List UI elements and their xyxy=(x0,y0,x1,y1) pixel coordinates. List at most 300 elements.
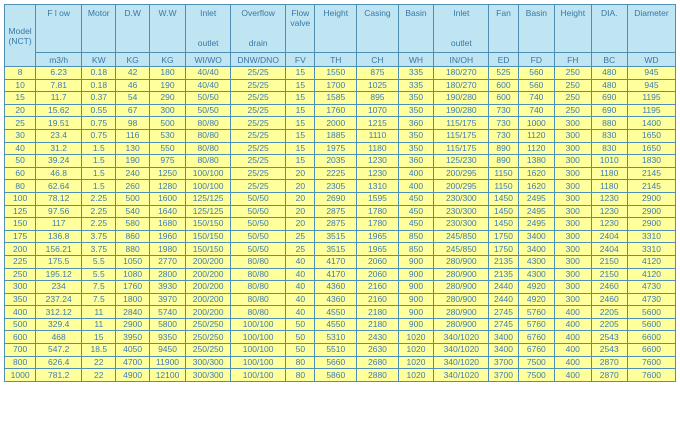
cell-dry-weight: 240 xyxy=(116,167,149,180)
cell-wet-weight: 1980 xyxy=(149,243,185,256)
cell-height: 5860 xyxy=(315,369,357,382)
cell-basin: 350 xyxy=(398,129,433,142)
cell-diameter: 1650 xyxy=(627,142,675,155)
cell-model: 30 xyxy=(5,129,36,142)
cell-flow: 62.64 xyxy=(36,180,82,193)
cell-overflow-drain: 100/100 xyxy=(231,356,286,369)
cell-fan: 3400 xyxy=(489,331,518,344)
cell-dia: 690 xyxy=(591,104,627,117)
cell-motor: 18.5 xyxy=(82,344,116,357)
cell-model: 250 xyxy=(5,268,36,281)
cell-overflow-drain: 25/25 xyxy=(231,67,286,80)
cell-wet-weight: 975 xyxy=(149,155,185,168)
cell-basin-2: 1120 xyxy=(518,142,554,155)
cell-inlet-outlet: 40/40 xyxy=(186,79,231,92)
cell-flow: 468 xyxy=(36,331,82,344)
cell-basin: 335 xyxy=(398,79,433,92)
cell-model: 80 xyxy=(5,180,36,193)
cell-fan: 1450 xyxy=(489,192,518,205)
cell-model: 400 xyxy=(5,306,36,319)
header-basin: Basin xyxy=(398,5,433,53)
cell-dia: 1180 xyxy=(591,180,627,193)
cell-model: 100 xyxy=(5,192,36,205)
cell-model: 500 xyxy=(5,318,36,331)
cell-motor: 11 xyxy=(82,318,116,331)
cell-flow-valve: 40 xyxy=(286,268,315,281)
cell-inlet-outlet: 200/200 xyxy=(186,306,231,319)
cell-overflow-drain: 50/50 xyxy=(231,205,286,218)
cell-diameter: 2145 xyxy=(627,180,675,193)
table-row xyxy=(5,268,676,281)
cell-motor: 1.5 xyxy=(82,155,116,168)
cell-inlet-outlet: 250/250 xyxy=(186,331,231,344)
cell-motor: 0.37 xyxy=(82,92,116,105)
table-row xyxy=(5,142,676,155)
cell-flow: 175.5 xyxy=(36,255,82,268)
cell-height: 5660 xyxy=(315,356,357,369)
cell-diameter: 2900 xyxy=(627,205,675,218)
unit-motor: KW xyxy=(82,53,116,67)
cell-flow-valve: 80 xyxy=(286,369,315,382)
cell-inlet-outlet: 80/80 xyxy=(186,117,231,130)
cell-dia: 2543 xyxy=(591,344,627,357)
cell-diameter: 4120 xyxy=(627,268,675,281)
cell-height-2: 300 xyxy=(555,293,591,306)
cell-casing: 895 xyxy=(357,92,399,105)
cell-basin: 450 xyxy=(398,192,433,205)
cell-dry-weight: 1760 xyxy=(116,281,149,294)
cell-basin: 360 xyxy=(398,155,433,168)
cell-flow: 97.56 xyxy=(36,205,82,218)
cell-flow-valve: 40 xyxy=(286,306,315,319)
cell-wet-weight: 3930 xyxy=(149,281,185,294)
cell-overflow-drain: 25/25 xyxy=(231,117,286,130)
cell-diameter: 1830 xyxy=(627,155,675,168)
cell-fan: 1450 xyxy=(489,218,518,231)
cell-inlet-outlet-2: 115/175 xyxy=(434,117,489,130)
table-row xyxy=(5,205,676,218)
cell-height-2: 300 xyxy=(555,281,591,294)
cell-casing: 2880 xyxy=(357,369,399,382)
cell-overflow-drain: 80/80 xyxy=(231,281,286,294)
unit-dia: BC xyxy=(591,53,627,67)
cell-dry-weight: 116 xyxy=(116,129,149,142)
cell-fan: 3700 xyxy=(489,369,518,382)
cell-overflow-drain: 100/100 xyxy=(231,344,286,357)
cell-wet-weight: 290 xyxy=(149,92,185,105)
cell-inlet-outlet: 100/100 xyxy=(186,180,231,193)
cell-inlet-outlet: 150/150 xyxy=(186,218,231,231)
cell-motor: 0.55 xyxy=(82,104,116,117)
cell-flow: 31.2 xyxy=(36,142,82,155)
table-row xyxy=(5,129,676,142)
cell-motor: 1.5 xyxy=(82,180,116,193)
header-drain-label: drain xyxy=(248,38,268,48)
unit-basin-2: FD xyxy=(518,53,554,67)
cell-motor: 5.5 xyxy=(82,255,116,268)
cell-fan: 3400 xyxy=(489,344,518,357)
cell-height: 4360 xyxy=(315,293,357,306)
cell-overflow-drain: 25/25 xyxy=(231,180,286,193)
cell-wet-weight: 1600 xyxy=(149,192,185,205)
cell-casing: 1025 xyxy=(357,79,399,92)
cell-dia: 1180 xyxy=(591,167,627,180)
cell-overflow-drain: 25/25 xyxy=(231,142,286,155)
cell-motor: 1.5 xyxy=(82,142,116,155)
cell-casing: 2160 xyxy=(357,293,399,306)
cell-height: 5510 xyxy=(315,344,357,357)
cell-height: 1760 xyxy=(315,104,357,117)
cell-motor: 7.5 xyxy=(82,281,116,294)
cell-fan: 525 xyxy=(489,67,518,80)
cell-fan: 890 xyxy=(489,142,518,155)
unit-overflow-drain: DNW/DNO xyxy=(231,53,286,67)
cell-overflow-drain: 50/50 xyxy=(231,192,286,205)
cell-model: 25 xyxy=(5,117,36,130)
cell-flow: 46.8 xyxy=(36,167,82,180)
cell-inlet-outlet-2: 280/900 xyxy=(434,318,489,331)
cell-casing: 1110 xyxy=(357,129,399,142)
cell-inlet-outlet: 125/125 xyxy=(186,205,231,218)
cell-flow: 626.4 xyxy=(36,356,82,369)
cell-model: 150 xyxy=(5,218,36,231)
cell-basin: 400 xyxy=(398,167,433,180)
cell-fan: 2745 xyxy=(489,306,518,319)
table-row xyxy=(5,243,676,256)
cell-dry-weight: 130 xyxy=(116,142,149,155)
header-overflow-label: Overflow xyxy=(241,8,275,18)
cell-inlet-outlet: 250/250 xyxy=(186,318,231,331)
cell-diameter: 4730 xyxy=(627,293,675,306)
cell-flow-valve: 25 xyxy=(286,230,315,243)
cell-flow: 7.81 xyxy=(36,79,82,92)
cell-basin-2: 3400 xyxy=(518,230,554,243)
cell-height: 1885 xyxy=(315,129,357,142)
cell-motor: 22 xyxy=(82,369,116,382)
cell-model: 60 xyxy=(5,167,36,180)
table-body xyxy=(5,67,676,382)
header-outlet-2-label: outlet xyxy=(450,38,472,48)
cell-flow: 234 xyxy=(36,281,82,294)
cell-wet-weight: 5740 xyxy=(149,306,185,319)
cell-dry-weight: 46 xyxy=(116,79,149,92)
cell-basin: 400 xyxy=(398,180,433,193)
cell-wet-weight: 1680 xyxy=(149,218,185,231)
cell-fan: 600 xyxy=(489,92,518,105)
cell-height: 4550 xyxy=(315,306,357,319)
cell-overflow-drain: 100/100 xyxy=(231,331,286,344)
cell-flow: 23.4 xyxy=(36,129,82,142)
cell-height: 4360 xyxy=(315,281,357,294)
cell-diameter: 1400 xyxy=(627,117,675,130)
cell-fan: 2440 xyxy=(489,281,518,294)
cell-height: 2875 xyxy=(315,205,357,218)
table-row xyxy=(5,92,676,105)
cell-diameter: 5600 xyxy=(627,306,675,319)
cell-casing: 1215 xyxy=(357,117,399,130)
cell-flow: 78.12 xyxy=(36,192,82,205)
cell-dia: 2205 xyxy=(591,318,627,331)
cell-height: 1975 xyxy=(315,142,357,155)
cell-flow-valve: 20 xyxy=(286,180,315,193)
cell-casing: 2680 xyxy=(357,356,399,369)
cell-wet-weight: 530 xyxy=(149,129,185,142)
cell-basin-2: 4920 xyxy=(518,293,554,306)
cell-dia: 1230 xyxy=(591,218,627,231)
cell-height: 4170 xyxy=(315,268,357,281)
cell-flow-valve: 15 xyxy=(286,92,315,105)
cell-height-2: 300 xyxy=(555,117,591,130)
header-diameter: Diameter xyxy=(627,5,675,53)
cell-diameter: 2900 xyxy=(627,192,675,205)
cell-dry-weight: 2840 xyxy=(116,306,149,319)
header-casing: Casing xyxy=(357,5,399,53)
cell-inlet-outlet: 50/50 xyxy=(186,92,231,105)
cell-diameter: 2900 xyxy=(627,218,675,231)
specification-table-wrapper xyxy=(4,4,676,382)
cell-model: 1000 xyxy=(5,369,36,382)
cell-dry-weight: 880 xyxy=(116,243,149,256)
cell-casing: 1310 xyxy=(357,180,399,193)
unit-height: TH xyxy=(315,53,357,67)
cell-dry-weight: 4900 xyxy=(116,369,149,382)
header-height-2: Height xyxy=(555,5,591,53)
cell-height-2: 300 xyxy=(555,218,591,231)
cell-basin-2: 2495 xyxy=(518,205,554,218)
cell-dia: 880 xyxy=(591,117,627,130)
cell-overflow-drain: 50/50 xyxy=(231,243,286,256)
cell-diameter: 7600 xyxy=(627,356,675,369)
cell-flow: 781.2 xyxy=(36,369,82,382)
cell-dry-weight: 1080 xyxy=(116,268,149,281)
header-overflow-drain xyxy=(231,5,286,53)
cell-wet-weight: 550 xyxy=(149,142,185,155)
cell-model: 225 xyxy=(5,255,36,268)
cell-flow-valve: 15 xyxy=(286,142,315,155)
header-inlet-2-label: Inlet xyxy=(453,8,470,18)
cell-motor: 11 xyxy=(82,306,116,319)
header-dry-weight: D.W xyxy=(116,5,149,53)
cell-fan: 890 xyxy=(489,155,518,168)
cell-model: 175 xyxy=(5,230,36,243)
cell-diameter: 3310 xyxy=(627,230,675,243)
cell-basin-2: 7500 xyxy=(518,356,554,369)
cell-motor: 0.18 xyxy=(82,79,116,92)
cell-basin: 360 xyxy=(398,117,433,130)
cell-diameter: 6600 xyxy=(627,331,675,344)
cell-overflow-drain: 50/50 xyxy=(231,218,286,231)
cell-casing: 1780 xyxy=(357,205,399,218)
cell-inlet-outlet-2: 280/900 xyxy=(434,306,489,319)
cell-flow: 312.12 xyxy=(36,306,82,319)
cell-dry-weight: 1800 xyxy=(116,293,149,306)
cell-basin: 1020 xyxy=(398,331,433,344)
table-row xyxy=(5,369,676,382)
cell-inlet-outlet-2: 245/850 xyxy=(434,243,489,256)
cell-motor: 0.75 xyxy=(82,129,116,142)
cell-height: 2000 xyxy=(315,117,357,130)
cell-basin: 350 xyxy=(398,142,433,155)
cell-diameter: 1650 xyxy=(627,129,675,142)
cell-inlet-outlet: 150/150 xyxy=(186,243,231,256)
cell-height: 2690 xyxy=(315,192,357,205)
cell-model: 125 xyxy=(5,205,36,218)
cell-dia: 2460 xyxy=(591,293,627,306)
cell-wet-weight: 180 xyxy=(149,67,185,80)
cell-wet-weight: 190 xyxy=(149,79,185,92)
cell-wet-weight: 9350 xyxy=(149,331,185,344)
cell-motor: 22 xyxy=(82,356,116,369)
cell-inlet-outlet-2: 190/280 xyxy=(434,92,489,105)
cell-flow-valve: 40 xyxy=(286,255,315,268)
cell-wet-weight: 500 xyxy=(149,117,185,130)
cell-height-2: 300 xyxy=(555,230,591,243)
unit-flow: m3/h xyxy=(36,53,82,67)
cell-flow: 237.24 xyxy=(36,293,82,306)
cell-basin-2: 4300 xyxy=(518,268,554,281)
header-wet-weight: W.W xyxy=(149,5,185,53)
header-motor: Motor xyxy=(82,5,116,53)
cell-inlet-outlet: 80/80 xyxy=(186,142,231,155)
cell-overflow-drain: 50/50 xyxy=(231,230,286,243)
table-row xyxy=(5,167,676,180)
cell-model: 700 xyxy=(5,344,36,357)
cell-dia: 1230 xyxy=(591,192,627,205)
cell-inlet-outlet-2: 125/230 xyxy=(434,155,489,168)
cell-casing: 1595 xyxy=(357,192,399,205)
unit-basin: WH xyxy=(398,53,433,67)
header-height: Height xyxy=(315,5,357,53)
cell-height-2: 400 xyxy=(555,369,591,382)
cell-fan: 730 xyxy=(489,104,518,117)
cell-basin-2: 1620 xyxy=(518,167,554,180)
specification-table xyxy=(4,4,676,382)
cell-height-2: 300 xyxy=(555,255,591,268)
table-row xyxy=(5,318,676,331)
cell-height-2: 300 xyxy=(555,129,591,142)
cell-flow: 547.2 xyxy=(36,344,82,357)
cell-basin: 900 xyxy=(398,318,433,331)
unit-casing: CH xyxy=(357,53,399,67)
cell-diameter: 7600 xyxy=(627,369,675,382)
cell-basin-2: 5760 xyxy=(518,306,554,319)
cell-overflow-drain: 25/25 xyxy=(231,92,286,105)
cell-flow: 6.23 xyxy=(36,67,82,80)
cell-basin-2: 6760 xyxy=(518,331,554,344)
cell-wet-weight: 9450 xyxy=(149,344,185,357)
cell-height-2: 400 xyxy=(555,318,591,331)
cell-diameter: 5600 xyxy=(627,318,675,331)
cell-dry-weight: 3950 xyxy=(116,331,149,344)
cell-basin-2: 5760 xyxy=(518,318,554,331)
cell-fan: 730 xyxy=(489,129,518,142)
cell-inlet-outlet-2: 340/1020 xyxy=(434,369,489,382)
cell-motor: 5.5 xyxy=(82,268,116,281)
cell-fan: 2135 xyxy=(489,255,518,268)
cell-fan: 1750 xyxy=(489,243,518,256)
cell-basin: 350 xyxy=(398,104,433,117)
cell-fan: 730 xyxy=(489,117,518,130)
unit-diameter: WD xyxy=(627,53,675,67)
cell-basin-2: 2495 xyxy=(518,218,554,231)
cell-dry-weight: 67 xyxy=(116,104,149,117)
cell-overflow-drain: 25/25 xyxy=(231,155,286,168)
cell-inlet-outlet: 200/200 xyxy=(186,255,231,268)
cell-dry-weight: 1050 xyxy=(116,255,149,268)
cell-fan: 600 xyxy=(489,79,518,92)
cell-wet-weight: 1280 xyxy=(149,180,185,193)
unit-row xyxy=(5,53,676,67)
cell-inlet-outlet: 40/40 xyxy=(186,67,231,80)
cell-inlet-outlet-2: 280/900 xyxy=(434,255,489,268)
cell-overflow-drain: 80/80 xyxy=(231,268,286,281)
cell-inlet-outlet: 100/100 xyxy=(186,167,231,180)
cell-flow-valve: 50 xyxy=(286,318,315,331)
cell-height: 3515 xyxy=(315,230,357,243)
cell-diameter: 1195 xyxy=(627,92,675,105)
unit-dry-weight: KG xyxy=(116,53,149,67)
cell-model: 600 xyxy=(5,331,36,344)
cell-height-2: 400 xyxy=(555,356,591,369)
cell-flow: 136.8 xyxy=(36,230,82,243)
cell-height: 2225 xyxy=(315,167,357,180)
cell-height-2: 400 xyxy=(555,331,591,344)
cell-casing: 1230 xyxy=(357,167,399,180)
cell-fan: 2135 xyxy=(489,268,518,281)
cell-height-2: 300 xyxy=(555,205,591,218)
cell-inlet-outlet: 200/200 xyxy=(186,281,231,294)
header-flow: F l ow xyxy=(36,5,82,53)
cell-height: 4550 xyxy=(315,318,357,331)
header-inlet-outlet-2 xyxy=(434,5,489,53)
cell-inlet-outlet: 250/250 xyxy=(186,344,231,357)
header-fan: Fan xyxy=(489,5,518,53)
cell-overflow-drain: 100/100 xyxy=(231,369,286,382)
cell-dia: 2870 xyxy=(591,369,627,382)
cell-fan: 2745 xyxy=(489,318,518,331)
cell-flow-valve: 80 xyxy=(286,356,315,369)
cell-casing: 2180 xyxy=(357,318,399,331)
cell-height-2: 300 xyxy=(555,142,591,155)
cell-dry-weight: 42 xyxy=(116,67,149,80)
cell-inlet-outlet: 300/300 xyxy=(186,369,231,382)
cell-dia: 480 xyxy=(591,67,627,80)
cell-inlet-outlet-2: 180/270 xyxy=(434,67,489,80)
cell-fan: 2440 xyxy=(489,293,518,306)
cell-height-2: 400 xyxy=(555,344,591,357)
table-row xyxy=(5,104,676,117)
cell-inlet-outlet-2: 230/300 xyxy=(434,218,489,231)
unit-fan: ED xyxy=(489,53,518,67)
cell-casing: 1230 xyxy=(357,155,399,168)
cell-diameter: 945 xyxy=(627,67,675,80)
cell-inlet-outlet-2: 115/175 xyxy=(434,129,489,142)
cell-model: 8 xyxy=(5,67,36,80)
cell-casing: 2060 xyxy=(357,255,399,268)
cell-dia: 830 xyxy=(591,142,627,155)
unit-flow-valve: FV xyxy=(286,53,315,67)
cell-basin-2: 1620 xyxy=(518,180,554,193)
cell-inlet-outlet: 200/200 xyxy=(186,268,231,281)
cell-height: 3515 xyxy=(315,243,357,256)
cell-inlet-outlet-2: 245/850 xyxy=(434,230,489,243)
cell-dry-weight: 580 xyxy=(116,218,149,231)
cell-dia: 2205 xyxy=(591,306,627,319)
cell-flow: 39.24 xyxy=(36,155,82,168)
cell-overflow-drain: 25/25 xyxy=(231,104,286,117)
cell-basin: 450 xyxy=(398,205,433,218)
cell-basin: 335 xyxy=(398,67,433,80)
